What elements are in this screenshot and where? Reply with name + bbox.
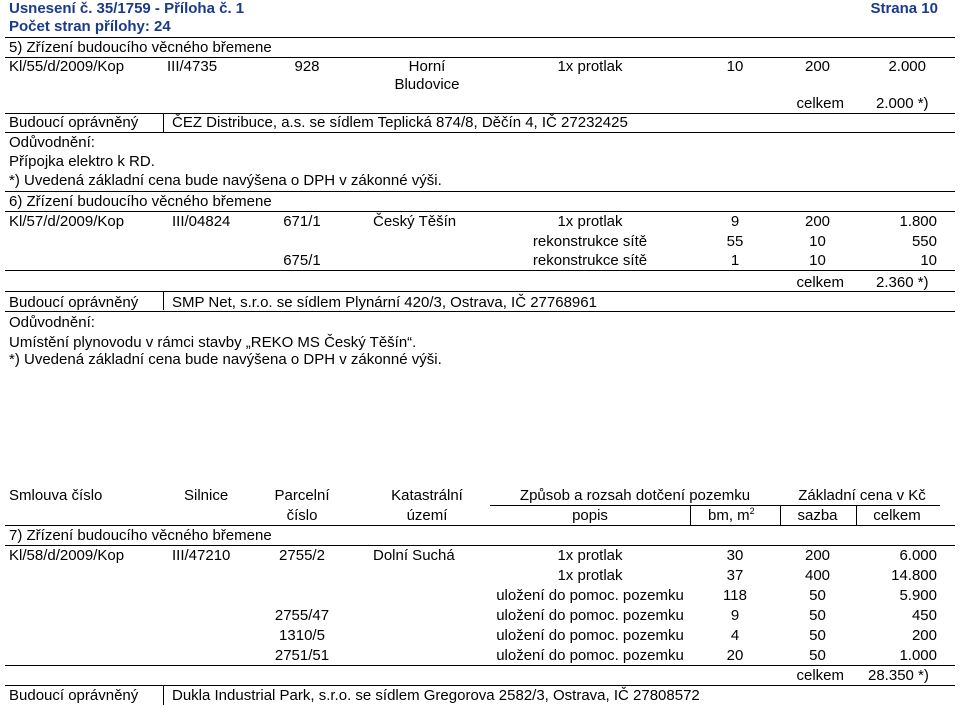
col-zakladni-cena: Základní cena v Kč: [798, 487, 926, 504]
cell-bm: 20: [726, 647, 744, 664]
cell-silnice: III/4735: [167, 58, 218, 75]
opravneny-label: Budoucí oprávněný: [9, 294, 139, 311]
cell-zpusob: rekonstrukce sítě: [532, 233, 648, 250]
divider: [5, 665, 955, 666]
divider: [5, 291, 955, 292]
opravneny-label: Budoucí oprávněný: [9, 114, 139, 131]
cell-sazba: 200: [804, 547, 831, 564]
cell-sazba: 50: [809, 627, 826, 644]
cell-bm: 118: [723, 587, 747, 604]
cell-bm: 10: [726, 58, 744, 75]
divider: [5, 132, 955, 133]
col-bm-superscript: 2: [749, 506, 755, 516]
divider: [5, 525, 955, 526]
cell-katastralni: Dolní Suchá: [373, 547, 455, 564]
col-bm: bm, $m^2$: [708, 506, 755, 524]
divider: [163, 291, 164, 310]
cell-silnice: III/04824: [172, 213, 231, 230]
section-7-heading: 7) Zřízení budoucího věcného břemene: [9, 527, 272, 544]
cell-smlouva: Kl/57/d/2009/Kop: [9, 213, 125, 230]
cell-sazba: 10: [809, 233, 826, 250]
cell-celkem: 2.000: [888, 58, 926, 75]
col-sazba: sazba: [797, 507, 838, 524]
cell-celkem: 1.000: [899, 647, 937, 664]
opravneny-label: Budoucí oprávněný: [9, 687, 139, 704]
cell-sazba: 200: [804, 213, 831, 230]
col-zpusob: Způsob a rozsah dotčení pozemku: [519, 487, 751, 504]
cell-zpusob: uložení do pomoc. pozemku: [496, 587, 684, 604]
cell-katastralni: Horní: [408, 58, 446, 75]
total-value: 28.350 *): [868, 667, 929, 684]
cell-zpusob: 1x protlak: [557, 58, 623, 75]
dph-note: *) Uvedená základní cena bude navýšena o DPH v zákonné výši.: [9, 172, 442, 189]
cell-celkem: 200: [911, 627, 937, 644]
opravneny-value: SMP Net, s.r.o. se sídlem Plynární 420/3, Ostrava, IČ 27768961: [172, 294, 597, 311]
divider: [5, 211, 955, 212]
cell-celkem: 5.900: [899, 587, 937, 604]
cell-parcelni: 2751/51: [274, 647, 330, 664]
cell-zpusob: 1x protlak: [557, 547, 623, 564]
opravneny-value: ČEZ Distribuce, a.s. se sídlem Teplická 874/8, Děčín 4, IČ 27232425: [172, 114, 628, 131]
cell-celkem: 450: [911, 607, 937, 624]
total-label: celkem: [796, 95, 844, 112]
divider: [5, 270, 955, 271]
col-popis: popis: [572, 507, 608, 524]
divider: [5, 37, 955, 38]
col-parcelni-line2: číslo: [286, 507, 318, 524]
cell-sazba: 400: [804, 567, 831, 584]
col-parcelni: Parcelní: [274, 487, 330, 504]
document-title: Usnesení č. 35/1759 - Příloha č. 1: [9, 0, 245, 17]
cell-katastralni: Český Těšín: [373, 213, 457, 230]
cell-sazba: 50: [809, 607, 826, 624]
col-katastralni: Katastrální: [391, 487, 463, 504]
cell-silnice: III/47210: [172, 547, 231, 564]
cell-zpusob: uložení do pomoc. pozemku: [496, 647, 684, 664]
cell-katastralni-line2: Bludovice: [394, 76, 460, 93]
cell-celkem: 14.800: [891, 567, 937, 584]
col-katastralni-line2: území: [406, 507, 448, 524]
cell-sazba: 50: [809, 647, 826, 664]
divider: [5, 311, 955, 312]
section-5-heading: 5) Zřízení budoucího věcného břemene: [9, 39, 272, 56]
cell-bm: 9: [730, 213, 740, 230]
cell-zpusob: uložení do pomoc. pozemku: [496, 607, 684, 624]
cell-parcelni: 671/1: [283, 213, 321, 230]
page-number: Strana 10: [870, 0, 938, 17]
divider: [5, 685, 955, 686]
cell-bm: 55: [726, 233, 744, 250]
cell-zpusob: rekonstrukce sítě: [532, 252, 648, 269]
divider: [690, 505, 691, 525]
oduvodneni-label: Odůvodnění:: [9, 314, 95, 331]
total-value: 2.360 *): [876, 274, 929, 291]
divider: [5, 191, 955, 192]
cell-zpusob: 1x protlak: [557, 567, 623, 584]
cell-smlouva: Kl/58/d/2009/Kop: [9, 547, 125, 564]
page-count: Počet stran přílohy: 24: [9, 18, 171, 35]
divider: [5, 545, 955, 546]
cell-parcelni: 2755/2: [279, 547, 325, 564]
cell-bm: 1: [730, 252, 740, 269]
cell-parcelni: 675/1: [283, 252, 321, 269]
cell-bm: 4: [730, 627, 740, 644]
cell-celkem: 550: [911, 233, 937, 250]
cell-bm: 9: [730, 607, 740, 624]
oduvodneni-label: Odůvodnění:: [9, 134, 95, 151]
divider: [490, 505, 940, 506]
cell-smlouva: Kl/55/d/2009/Kop: [9, 58, 125, 75]
cell-sazba: 10: [809, 252, 826, 269]
cell-bm: 37: [726, 567, 744, 584]
cell-sazba: 200: [804, 58, 831, 75]
cell-bm: 30: [726, 547, 744, 564]
oduvodneni-text: Umístění plynovodu v rámci stavby „REKO MS Český Těšín“.: [9, 334, 417, 351]
divider: [163, 685, 164, 705]
cell-celkem: 10: [920, 252, 937, 269]
opravneny-value: Dukla Industrial Park, s.r.o. se sídlem Gregorova 2582/3, Ostrava, IČ 27808572: [172, 687, 700, 704]
cell-parcelni: 2755/47: [274, 607, 330, 624]
cell-sazba: 50: [809, 587, 826, 604]
total-label: celkem: [796, 667, 844, 684]
cell-zpusob: uložení do pomoc. pozemku: [496, 627, 684, 644]
cell-celkem: 6.000: [899, 547, 937, 564]
cell-zpusob: 1x protlak: [557, 213, 623, 230]
cell-celkem: 1.800: [899, 213, 937, 230]
divider: [163, 113, 164, 132]
col-silnice: Silnice: [184, 487, 229, 504]
col-celkem: celkem: [873, 507, 921, 524]
total-label: celkem: [796, 274, 844, 291]
section-6-heading: 6) Zřízení budoucího věcného břemene: [9, 193, 272, 210]
oduvodneni-text: Přípojka elektro k RD.: [9, 153, 155, 170]
cell-parcelni: 1310/5: [279, 627, 325, 644]
col-smlouva: Smlouva číslo: [9, 487, 103, 504]
total-value: 2.000 *): [876, 95, 929, 112]
dph-note: *) Uvedená základní cena bude navýšena o DPH v zákonné výši.: [9, 351, 442, 368]
cell-parcelni: 928: [294, 58, 320, 75]
